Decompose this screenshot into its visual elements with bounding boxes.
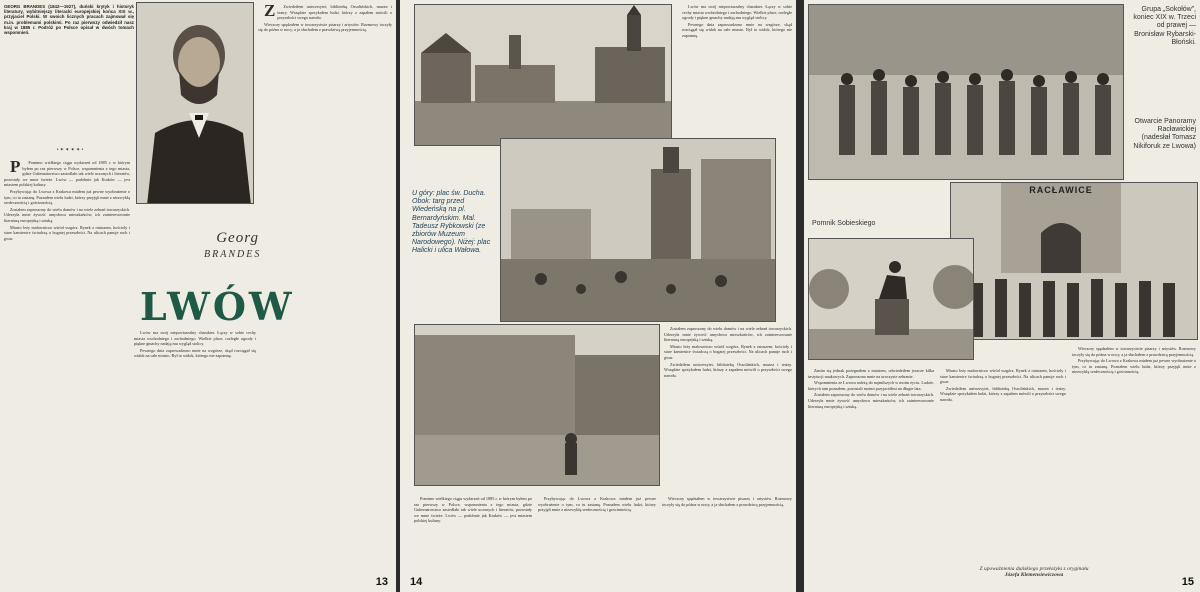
text-column-14e	[662, 496, 792, 572]
drop-cap-p: P	[10, 160, 21, 176]
portrait-illustration	[137, 3, 254, 204]
photo-halicki-square	[414, 324, 660, 486]
text-column-15a	[808, 368, 934, 574]
text-block: Miasto leży malowniczo wśród wzgórz. Rynek z ratuszem, kościoły i stare kamienice świadczą o bogatej przeszłości. Na ulicach panuje ruch i gwar.	[4, 224, 130, 241]
page-13	[0, 0, 396, 592]
text-column-14b	[664, 326, 792, 490]
text-column-14a	[682, 4, 792, 138]
text-block: Wieczory spędzałem w towarzystwie pisarzy i artystów. Rozmowy toczyły się do późna w nocy, a ja słuchałem z prawdziwą przyjemnością.	[662, 496, 792, 507]
text-block: Przybywając do Lwowa z Krakowa miałem już pewne wyobrażenie o tym, co tu zastanę. Poznałem wielu ludzi, którzy przyjęli mnie z niezwykłą serdecznością i gościnnością.	[538, 496, 656, 513]
group-photo-illustration	[809, 5, 1124, 180]
text-column-13a	[4, 160, 130, 586]
text-block: Wspomnienia ze Lwowa należą do najmilszych w moim życiu. Ludzie, których tam poznałem, pozostali moimi przyjaciółmi na długie lata.	[808, 380, 934, 391]
article-separator: • ✶ ✶ ✶ ✶ •	[56, 148, 84, 153]
text-block: Zostałem zaproszony do wielu domów i na wiele zebrań towarzyskich. Uderzyła mnie żywość umysłowa mieszkańców, ich zainteresowanie literaturą europejską i sztuką.	[808, 392, 934, 409]
page-number-14: 14	[410, 576, 423, 588]
text-block: Zwiedziłem uniwersytet, bibliotekę Ossolińskich, muzea i teatry. Wszędzie spotykałem ludzi, którzy z zapałem mówili o przyszłości swego narodu.	[940, 385, 1066, 402]
caption-city-views: U góry: plac św. Ducha. Obok: targ przed Wiedeńską na pl. Bernardyńskim. Mal. Tadeusz Rybkowski (ze zbiorów Muzeum Narodowego). Niżej: plac Halicki i ulica Wałowa.	[412, 190, 491, 255]
photo-panorama-opening	[950, 182, 1198, 340]
text-block: Zanim się jednak pożegnałem z miastem, odwiedziłem jeszcze kilka instytucji naukowych. Zaproszono mnie na uroczyste zebranie.	[808, 368, 934, 379]
author-last-name: BRANDES	[204, 249, 262, 260]
photo-sokol-group	[808, 4, 1124, 180]
translator-credit	[914, 566, 1154, 578]
text-block: Pewnego dnia zaprowadzono mnie na wzgórze, skąd rozciągał się widok na całe miasto. Był to widok, którego nie zapomnę.	[682, 21, 792, 38]
text-block: Pomimo wielkiego ciągu wydarzeń od 1885 r. w którym byłem po raz pierwszy w Polsce, wspomnienia z tego miasta, gdzie Gubernatorstwo zasiedlało tak wiele uczonych i literatów, pozostały we mnie świeże. Lwów — podobnie jak Kraków — jest miastem polskiej kultury.	[414, 496, 532, 524]
caption-sobieski: Pomnik Sobieskiego	[812, 220, 876, 227]
text-block: Zwiedziłem uniwersytet, bibliotekę Ossolińskich, muzea i teatry. Wszędzie spotykałem ludzi, którzy z zapałem mówili o przyszłości swego narodu.	[664, 361, 792, 378]
credit-line: Z upoważnienia duńskiego przełożyła z oryginału	[979, 566, 1089, 572]
caption-sokol-group: Grupa „Sokołów”, koniec XIX w. Trzeci od prawej — Bronisław Rybarski-Błoński.	[1133, 6, 1196, 46]
text-block: Zostałem zaproszony do wielu domów i na wiele zebrań towarzyskich. Uderzyła mnie żywość umysłowa mieszkańców, ich zainteresowanie literaturą europejską i sztuką.	[4, 206, 130, 223]
halicki-square-illustration	[415, 325, 660, 486]
caption-panorama: Otwarcie Panoramy Racławickiej (nadesłał Tomasz Nikiforuk ze Lwowa)	[1130, 118, 1196, 151]
text-block: Miasto leży malowniczo wśród wzgórz. Rynek z ratuszem, kościoły i stare kamienice świadczą o bogatej przeszłości. Na ulicach panuje ruch i gwar.	[664, 343, 792, 360]
page-14	[400, 0, 796, 592]
text-block: Pewnego dnia zaprowadzono mnie na wzgórze, skąd rozciągał się widok na całe miasto. Był to widok, którego nie zapomnę.	[134, 347, 256, 359]
photo-market-painting	[500, 138, 776, 322]
city-square-illustration	[415, 5, 672, 146]
article-title: LWÓW	[140, 284, 295, 329]
translator-name: Józefa Klemensiewiczowa	[1004, 572, 1064, 578]
author-bio: GEORG BRANDES (1842—1927), duński krytyk i historyk literatury, wybitniejszy literacki europejskiej końca XIX w., przyjaciel Polski. W swoich licznych pracach zajmował się m.in. problemami polskimi. Po raz pierwszy odwiedził nasz kraj w 1885 r. Podróż po Polsce opisał w dwóch tomach wspomnień.	[4, 4, 134, 36]
text-column-13c	[134, 330, 256, 586]
text-column-15b	[940, 368, 1066, 558]
author-portrait	[136, 2, 254, 204]
page-number-15: 15	[1181, 576, 1194, 588]
text-block: Lwów ma swój niepowtarzalny charakter. Łączy w sobie cechy miasta wschodniego i zachodniego. Wielkie place, rozległe ogrody i piękne gmachy nadają mu wygląd stolicy.	[682, 4, 792, 21]
panorama-sign: RACŁAWICE	[1029, 185, 1093, 195]
panorama-opening-illustration	[951, 183, 1198, 340]
page-15	[804, 0, 1200, 592]
text-block: Miasto leży malowniczo wśród wzgórz. Rynek z ratuszem, kościoły i stare kamienice świadczą o bogatej przeszłości. Na ulicach panuje ruch i gwar.	[940, 368, 1066, 385]
text-block: Przybywając do Lwowa z Krakowa miałem już pewne wyobrażenie o tym, co tu zastanę. Poznałem wielu ludzi, którzy przyjęli mnie z niezwykłą serdecznością i gościnnością.	[1072, 358, 1196, 375]
text-column-14d	[538, 496, 656, 572]
photo-holy-spirit-square	[414, 4, 672, 146]
text-block: Przybywając do Lwowa z Krakowa miałem już pewne wyobrażenie o tym, co tu zastanę. Poznałem wielu ludzi, którzy przyjęli mnie z niezwykłą serdecznością i gościnnością.	[4, 188, 130, 206]
text-column-15c	[1072, 346, 1196, 558]
text-block: Zwiedziłem uniwersytet, bibliotekę Ossolińskich, muzea i teatry. Wszędzie spotykałem ludzi, którzy z zapałem mówili o przyszłości swego narodu.	[277, 4, 392, 21]
monument-illustration	[809, 239, 974, 360]
market-painting-illustration	[501, 139, 776, 322]
drop-cap-z: Z	[264, 4, 276, 20]
text-block: Pomimo wielkiego ciągu wydarzeń od 1885 r. w którym byłem po raz pierwszy w Polsce, wspomnienia z tego miasta, gdzie Gubernatorstwo zasiedlało tak wiele uczonych i literatów, pozostały we mnie świeże. Lwów — podobnie jak Kraków — jest miastem polskiej kultury.	[4, 160, 130, 188]
page-number-13: 13	[375, 576, 388, 588]
text-column-14c	[414, 496, 532, 572]
text-column-13b	[258, 4, 392, 584]
text-block: Lwów ma swój niepowtarzalny charakter. Łączy w sobie cechy miasta wschodniego i zachodniego. Wielkie place, rozległe ogrody i piękne gmachy nadają mu wygląd stolicy.	[134, 330, 256, 347]
text-block: Zostałem zaproszony do wielu domów i na wiele zebrań towarzyskich. Uderzyła mnie żywość umysłowa mieszkańców, ich zainteresowanie literaturą europejską i sztuką.	[664, 326, 792, 343]
author-first-name: Georg	[216, 230, 259, 246]
text-block: Wieczory spędzałem w towarzystwie pisarzy i artystów. Rozmowy toczyły się do późna w nocy, a ja słuchałem z prawdziwą przyjemnością.	[1072, 346, 1196, 357]
photo-sobieski-monument	[808, 238, 974, 360]
text-block: Wieczory spędzałem w towarzystwie pisarzy i artystów. Rozmowy toczyły się do późna w nocy, a ja słuchałem z prawdziwą przyjemnością.	[258, 21, 392, 33]
